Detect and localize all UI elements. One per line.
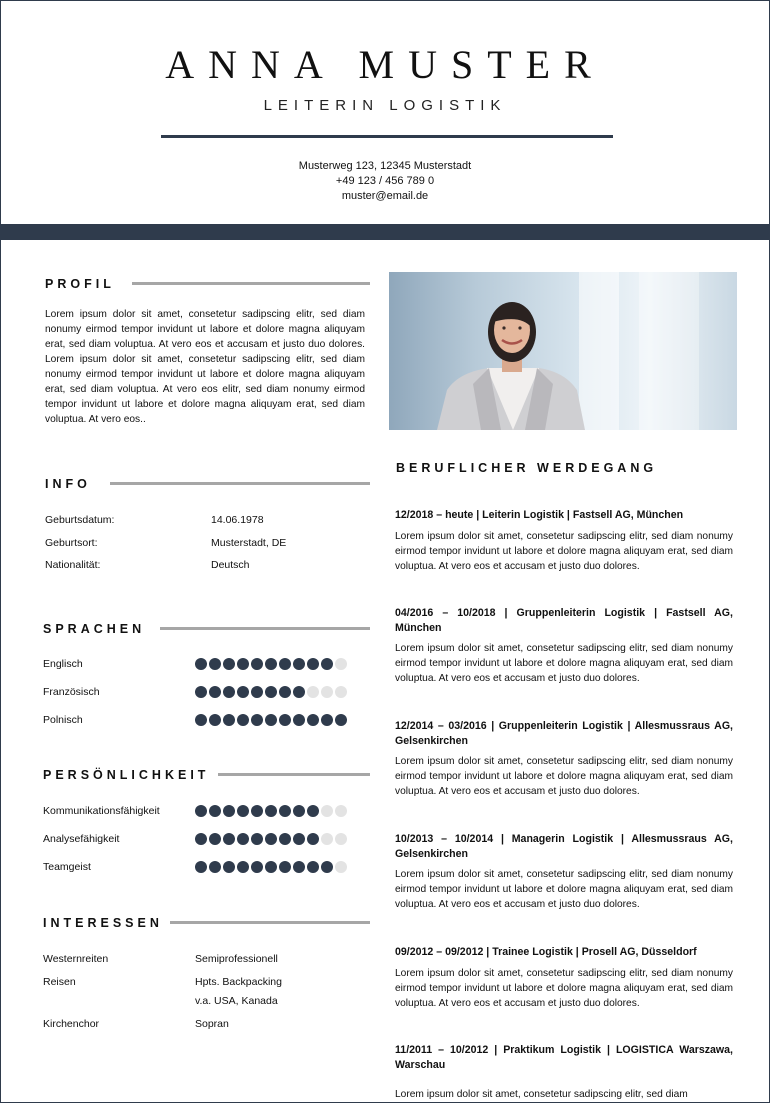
rating-dot-filled — [223, 686, 235, 698]
rating-dot-filled — [279, 861, 291, 873]
rating-dot-filled — [209, 805, 221, 817]
rating-dot-filled — [265, 714, 277, 726]
rating-dot-filled — [321, 861, 333, 873]
rating-dot-filled — [321, 658, 333, 670]
rating-dot-filled — [237, 805, 249, 817]
job-title: 11/2011 – 10/2012 | Praktikum Logistik | LOGISTICA Warszawa, Warschau — [395, 1044, 733, 1071]
trait-label: Kommunikationsfähigkeit — [43, 805, 160, 817]
rating-dot-filled — [195, 714, 207, 726]
rating-dot-filled — [195, 658, 207, 670]
rating-dot-filled — [307, 714, 319, 726]
rating-dot-empty — [335, 833, 347, 845]
info-label-birthplace: Geburtsort: — [45, 537, 98, 549]
section-line-persoenlichkeit — [218, 773, 370, 776]
section-title-sprachen: SPRACHEN — [43, 622, 146, 636]
header-divider — [161, 135, 613, 138]
header-band — [1, 224, 769, 240]
job-title: 12/2014 – 03/2016 | Gruppenleiterin Logistik | Allesmussraus AG, Gelsenkirchen — [395, 720, 733, 747]
profile-text: Lorem ipsum dolor sit amet, consetetur sadipscing elitr, sed diam nonumy eirmod tempor invidunt ut labore et dolore magna aliquyam erat, sed diam voluptua. At vero eos et accusam et justo duo dolores. Lorem ipsum dolor sit amet, consetetur sadipscing elitr, sed diam nonumy eirmod tempor invidunt ut labore et dolore magna aliquyam erat, sed diam voluptua. At vero eos elitr, sed diam nonumy eirmod tempor invidunt ut labore et dolore magna aliquyam erat, sed diam voluptua. At vero eos.. — [45, 309, 365, 425]
section-title-werdegang: BERUFLICHER WERDEGANG — [396, 461, 658, 475]
rating-dot-empty — [335, 805, 347, 817]
rating-dot-filled — [293, 833, 305, 845]
rating-dot-filled — [251, 714, 263, 726]
trait-label: Analysefähigkeit — [43, 833, 120, 845]
section-title-info: INFO — [45, 477, 91, 491]
language-rating — [195, 658, 347, 670]
rating-dot-empty — [321, 686, 333, 698]
interest-label: Westernreiten — [43, 953, 109, 965]
interest-value: Sopran — [195, 1018, 229, 1030]
rating-dot-filled — [265, 861, 277, 873]
rating-dot-filled — [279, 805, 291, 817]
rating-dot-filled — [293, 658, 305, 670]
rating-dot-filled — [307, 861, 319, 873]
rating-dot-filled — [293, 686, 305, 698]
rating-dot-filled — [251, 805, 263, 817]
job-description: Lorem ipsum dolor sit amet, consetetur sadipscing elitr, sed diam nonumy eirmod tempor invidunt ut labore et dolore magna aliquyam erat, sed diam voluptua. At vero eos et accusam et justo duo dolores. — [395, 530, 733, 572]
rating-dot-filled — [265, 658, 277, 670]
job-entry — [395, 606, 733, 686]
job-entry — [395, 508, 733, 574]
rating-dot-filled — [223, 714, 235, 726]
info-value-birthdate: 14.06.1978 — [211, 514, 264, 526]
contact-email[interactable]: muster@email.de — [341, 190, 429, 202]
section-title-profil: PROFIL — [45, 277, 115, 291]
job-entry — [395, 1043, 733, 1102]
section-line-profil — [132, 282, 370, 285]
interest-value: Semiprofessionell — [195, 953, 278, 965]
rating-dot-filled — [237, 686, 249, 698]
rating-dot-filled — [209, 833, 221, 845]
contact-block — [1, 159, 769, 204]
cv-header — [1, 1, 769, 224]
rating-dot-filled — [293, 714, 305, 726]
rating-dot-filled — [293, 805, 305, 817]
language-rating — [195, 686, 347, 698]
person-role: LEITERIN LOGISTIK — [263, 97, 507, 114]
job-description: Lorem ipsum dolor sit amet, consetetur sadipscing elitr, sed diam nonumy eirmod tempor invidunt ut labore et dolore magna aliquyam erat, sed diam voluptua. At vero eos et accusam et justo duo dolores. — [395, 643, 733, 684]
trait-rating — [195, 805, 347, 817]
job-description: Lorem ipsum dolor sit amet, consetetur sadipscing elitr, sed diam nonumy eirmod tempor invidunt ut labore et dolore magna aliquyam erat, sed diam voluptua. At vero eos et accusam et justo duo dolores. — [395, 756, 733, 797]
rating-dot-filled — [251, 658, 263, 670]
rating-dot-empty — [307, 686, 319, 698]
rating-dot-filled — [279, 833, 291, 845]
interest-value: Hpts. Backpacking — [195, 976, 282, 988]
rating-dot-empty — [335, 686, 347, 698]
rating-dot-filled — [195, 686, 207, 698]
language-rating — [195, 714, 347, 726]
rating-dot-filled — [237, 833, 249, 845]
job-entry — [395, 719, 733, 799]
info-label-birthdate: Geburtsdatum: — [45, 514, 115, 526]
rating-dot-filled — [223, 805, 235, 817]
language-label: Französisch — [43, 686, 100, 698]
rating-dot-filled — [265, 805, 277, 817]
interest-value-detail: v.a. USA, Kanada — [195, 995, 278, 1007]
trait-rating — [195, 861, 347, 873]
rating-dot-filled — [223, 833, 235, 845]
rating-dot-filled — [265, 686, 277, 698]
rating-dot-filled — [307, 658, 319, 670]
rating-dot-filled — [209, 714, 221, 726]
rating-dot-filled — [237, 658, 249, 670]
job-title: 09/2012 – 09/2012 | Trainee Logistik | Prosell AG, Düsseldorf — [395, 946, 697, 958]
job-description: Lorem ipsum dolor sit amet, consetetur sadipscing elitr, sed diam — [395, 1089, 688, 1100]
rating-dot-filled — [251, 861, 263, 873]
rating-dot-filled — [279, 658, 291, 670]
rating-dot-filled — [251, 833, 263, 845]
section-line-info — [110, 482, 370, 485]
section-title-interessen: INTERESSEN — [43, 916, 163, 930]
job-description: Lorem ipsum dolor sit amet, consetetur sadipscing elitr, sed diam nonumy eirmod tempor invidunt ut labore et dolore magna aliquyam erat, sed diam voluptua. At vero eos et accusam et justo duo dolores. — [395, 869, 733, 910]
info-label-nationality: Nationalität: — [45, 559, 101, 571]
rating-dot-filled — [209, 658, 221, 670]
rating-dot-empty — [321, 833, 333, 845]
trait-label: Teamgeist — [43, 861, 91, 873]
rating-dot-filled — [307, 833, 319, 845]
rating-dot-filled — [335, 714, 347, 726]
rating-dot-filled — [195, 833, 207, 845]
rating-dot-filled — [307, 805, 319, 817]
portrait-photo-icon — [389, 272, 737, 430]
contact-address: Musterweg 123, 12345 Musterstadt — [298, 160, 472, 172]
rating-dot-filled — [279, 686, 291, 698]
rating-dot-filled — [321, 714, 333, 726]
language-label: Polnisch — [43, 714, 83, 726]
rating-dot-empty — [335, 658, 347, 670]
interest-label: Reisen — [43, 976, 76, 988]
job-entry — [395, 945, 733, 1011]
trait-rating — [195, 833, 347, 845]
rating-dot-filled — [251, 686, 263, 698]
rating-dot-filled — [209, 686, 221, 698]
rating-dot-filled — [265, 833, 277, 845]
job-title: 12/2018 – heute | Leiterin Logistik | Fastsell AG, München — [395, 509, 684, 521]
portrait-photo — [389, 272, 737, 430]
section-line-interessen — [170, 921, 370, 924]
rating-dot-filled — [279, 714, 291, 726]
job-entry — [395, 832, 733, 912]
rating-dot-filled — [195, 861, 207, 873]
job-title: 04/2016 – 10/2018 | Gruppenleiterin Logistik | Fastsell AG, München — [395, 607, 733, 634]
rating-dot-filled — [237, 714, 249, 726]
rating-dot-empty — [321, 805, 333, 817]
rating-dot-filled — [237, 861, 249, 873]
language-label: Englisch — [43, 658, 83, 670]
rating-dot-filled — [223, 658, 235, 670]
rating-dot-filled — [293, 861, 305, 873]
rating-dot-filled — [195, 805, 207, 817]
section-title-persoenlichkeit: PERSÖNLICHKEIT — [43, 768, 210, 782]
rating-dot-filled — [223, 861, 235, 873]
person-name: ANNA MUSTER — [165, 42, 605, 87]
rating-dot-empty — [335, 861, 347, 873]
section-line-sprachen — [160, 627, 370, 630]
job-title: 10/2013 – 10/2014 | Managerin Logistik | Allesmussraus AG, Gelsenkirchen — [395, 833, 733, 860]
job-description: Lorem ipsum dolor sit amet, consetetur sadipscing elitr, sed diam nonumy eirmod tempor invidunt ut labore et dolore magna aliquyam erat, sed diam voluptua. At vero eos et accusam et justo duo dolores. — [395, 967, 733, 1009]
info-value-nationality: Deutsch — [211, 559, 250, 571]
contact-phone: +49 123 / 456 789 0 — [335, 175, 435, 187]
rating-dot-filled — [209, 861, 221, 873]
interest-label: Kirchenchor — [43, 1018, 100, 1030]
info-value-birthplace: Musterstadt, DE — [211, 537, 287, 549]
